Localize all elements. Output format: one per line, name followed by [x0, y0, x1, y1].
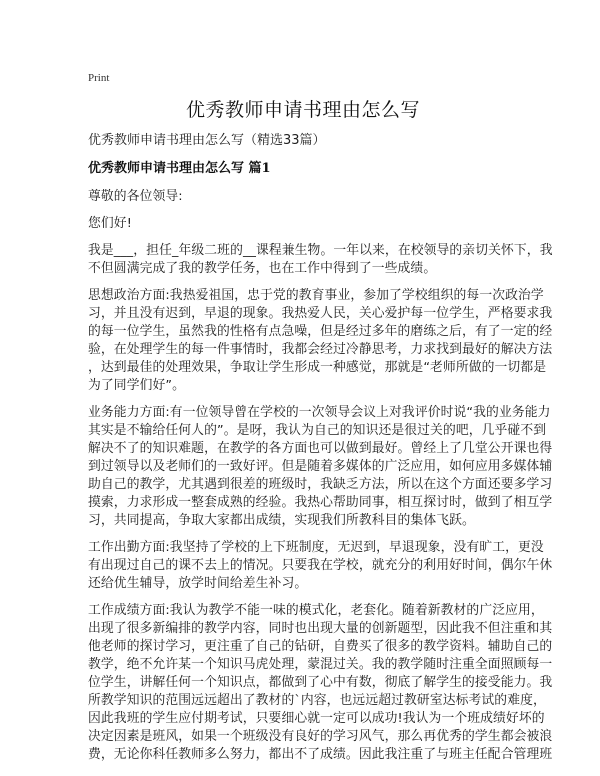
text-line: 工作出勤方面:我坚持了学校的上下班制度，无迟到，早退现象，没有旷工，更没 — [88, 540, 544, 555]
greeting: 您们好! — [88, 216, 132, 231]
text-line: 业务能力方面:有一位领导曾在学校的一次领导会议上对我评价时说“我的业务能力 — [88, 405, 551, 420]
text-line: 不但圆满完成了我的教学任务，也在工作中得到了一些成绩。 — [88, 261, 437, 276]
print-label[interactable]: Print — [88, 72, 110, 84]
salutation: 尊敬的各位领导: — [88, 189, 183, 204]
text-line: 习，共同提高，争取大家都出成绩，实现我们所教科目的集体飞跃。 — [88, 513, 475, 528]
text-line: 其实是不输给任何人的”。是呀，我认为自己的知识还是很过关的吧，几乎碰不到 — [88, 423, 547, 438]
paragraph-attendance — [88, 539, 553, 593]
text-line: 教学，绝不允许某一个知识马虎处理，蒙混过关。我的教学随时注重全面照顾每一 — [88, 657, 553, 672]
text-line: 所教学知识的范围远远超出了教材的`内容，也远远超过教研室达标考试的难度， — [88, 693, 546, 708]
document-page — [88, 70, 553, 773]
document-subtitle: 优秀教师申请书理由怎么写（精选33篇） — [88, 133, 326, 148]
text-line: 到过领导以及老师们的一致好评。但是随着多媒体的广泛应用，如何应用多媒体辅 — [88, 459, 553, 474]
text-line: 因此我班的学生应付期考试，只要细心就一定可以成功!我认为一个班成绩好坏的 — [88, 711, 545, 726]
section-heading: 优秀教师申请书理由怎么写 篇1 — [88, 161, 271, 176]
paragraph-ability — [88, 404, 553, 530]
text-line: 位学生，讲解任何一个知识点，都做到了心中有数，彻底了解学生的接受能力。我 — [88, 675, 553, 690]
text-line: 思想政治方面:我热爱祖国，忠于党的教育事业，参加了学校组织的每一次政治学 — [88, 288, 544, 303]
text-line: 的每一位学生，虽然我的性格有点急噪，但是经过多年的磨练之后，有了一定的经 — [88, 324, 553, 339]
text-line: 费，无论你科任教师多么努力，都出不了成绩。因此我注重了与班主任配合管理班 — [88, 747, 553, 762]
text-line: 助自己的教学，尤其遇到很差的班级时，我缺乏方法，所以在这个方面还要多学习 — [88, 477, 553, 492]
text-line: 有出现过自己的课不去上的情况。只要我在学校，就充分的利用好时间，偶尔午休 — [88, 558, 553, 573]
text-line: 为了同学们好”。 — [88, 378, 186, 393]
paragraph-intro — [88, 242, 553, 278]
paragraph-political — [88, 287, 553, 395]
text-line: 出现了很多新编排的教学内容，同时也出现大量的创新题型，因此我不但注重和其 — [88, 621, 553, 636]
text-line: 我是___，担任_年级二班的__课程兼生物。一年以来，在校领导的亲切关怀下，我 — [88, 243, 553, 258]
text-line: 决定因素是班风，如果一个班级没有良好的学习风气，那么再优秀的学生都会被浪 — [88, 729, 553, 744]
paragraph-achievement — [88, 602, 553, 764]
text-line: 他老师的探讨学习，更注重了自己的钻研，自费买了很多的教学资料。辅助自己的 — [88, 639, 553, 654]
text-line: 验，在处理学生的每一件事情时，我都会经过冷静思考，力求找到最好的解决方法 — [88, 342, 553, 357]
text-line: ，达到最佳的处理效果，争取让学生形成一种感觉，那就是“老师所做的一切都是 — [88, 360, 547, 375]
text-line: 习，并且没有迟到，早退的现象。我热爱人民，关心爱护每一位学生，严格要求我 — [88, 306, 553, 321]
document-title: 优秀教师申请书理由怎么写 — [185, 99, 420, 121]
text-line: 还给优生辅导，放学时间给差生补习。 — [88, 576, 308, 591]
text-line: 摸索，力求形成一整套成熟的经验。我热心帮助同事，相互探讨时，做到了相互学 — [88, 495, 553, 510]
text-line: 解决不了的知识难题，在教学的各方面也可以做到最好。曾经上了几堂公开课也得 — [88, 441, 553, 456]
text-line: 工作成绩方面:我认为教学不能一味的模式化，老套化。随着新教材的广泛应用， — [88, 603, 544, 618]
